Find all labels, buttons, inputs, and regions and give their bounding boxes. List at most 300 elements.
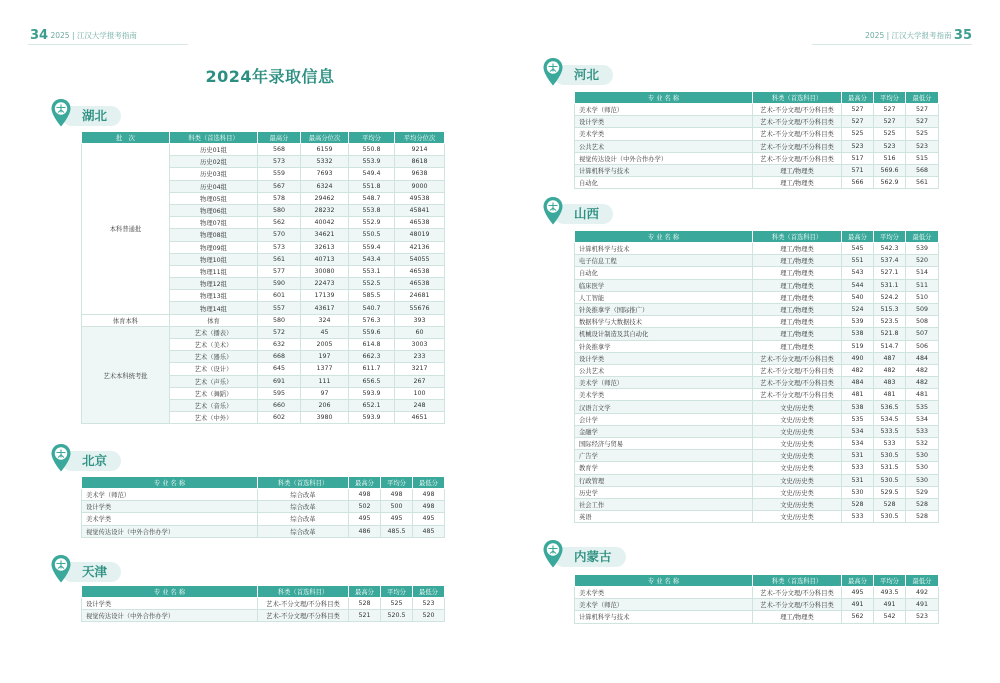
category-cell: 艺术-不分文理/不分科目类 [753,140,842,152]
major-cell: 教育学 [575,462,753,474]
score-cell: 530.5 [874,450,906,462]
category-cell: 理工/物理类 [753,243,842,255]
score-cell: 493.5 [874,587,906,599]
score-cell: 111 [301,375,349,387]
table-header-row [575,575,939,587]
category-cell: 理工/物理类 [753,164,842,176]
score-cell: 40042 [301,217,349,229]
score-cell: 543 [842,267,874,279]
score-cell: 485 [413,525,445,537]
category-cell: 理工/物理类 [753,267,842,279]
score-cell: 248 [395,399,445,411]
left-header-text: 2025 | 江汉大学报考指南 [50,31,137,40]
table-row [575,128,939,140]
column-header: 最低分 [413,477,445,489]
score-cell: 553.1 [349,265,395,277]
province-label-neimenggu: 内蒙古 [554,547,626,567]
category-cell: 艺术（美术） [170,339,258,351]
column-header: 最高分 [842,575,874,587]
score-cell: 573 [258,241,301,253]
column-header: 科类（首选科目） [753,575,842,587]
score-cell: 580 [258,314,301,326]
score-cell: 491 [842,599,874,611]
score-cell: 593.9 [349,387,395,399]
table-row [575,587,939,599]
category-cell: 艺术-不分文理/不分科目类 [258,598,349,610]
score-cell: 540.7 [349,302,395,314]
score-cell: 553.9 [349,156,395,168]
table-row [575,462,939,474]
major-cell: 英语 [575,511,753,523]
score-cell: 559.6 [349,326,395,338]
left-header-rule [28,44,188,45]
score-cell: 233 [395,351,445,363]
table-row [575,340,939,352]
category-cell: 文史/历史类 [753,401,842,413]
major-cell: 公共艺术 [575,364,753,376]
score-cell: 528 [842,498,874,510]
category-cell: 体育 [170,314,258,326]
score-cell: 29462 [301,192,349,204]
score-cell: 561 [258,253,301,265]
score-cell: 267 [395,375,445,387]
score-cell: 527 [842,104,874,116]
score-cell: 498 [381,489,413,501]
column-header: 科类（首选科目） [753,92,842,104]
table-header-row [82,586,445,598]
score-cell: 484 [842,377,874,389]
table-row [82,513,445,525]
score-cell: 6159 [301,144,349,156]
score-cell: 535 [906,401,939,413]
major-cell: 设计学类 [575,352,753,364]
table-row [82,501,445,513]
column-header: 专 业 名 称 [82,477,258,489]
score-cell: 22473 [301,278,349,290]
category-cell: 物理10组 [170,253,258,265]
score-cell: 43617 [301,302,349,314]
category-cell: 历史04组 [170,180,258,192]
score-cell: 324 [301,314,349,326]
score-cell: 573 [258,156,301,168]
category-cell: 物理07组 [170,217,258,229]
score-cell: 100 [395,387,445,399]
major-cell: 视觉传达设计（中外合作办学） [82,610,258,622]
score-cell: 9214 [395,144,445,156]
shanxi-table [574,230,939,523]
score-cell: 611.7 [349,363,395,375]
score-cell: 515 [906,152,939,164]
score-cell: 530.5 [874,511,906,523]
score-cell: 614.8 [349,339,395,351]
score-cell: 551 [842,255,874,267]
column-header: 最低分 [906,92,939,104]
major-cell: 会计学 [575,413,753,425]
score-cell: 485.5 [381,525,413,537]
category-cell: 艺术-不分文理/不分科目类 [753,152,842,164]
page-title: 2024年录取信息 [205,67,335,86]
column-header: 最高分 [349,477,381,489]
major-cell: 美术学（师范） [82,489,258,501]
table-row [82,610,445,622]
category-cell: 文史/历史类 [753,425,842,437]
score-cell: 528 [906,498,939,510]
category-cell: 综合改革 [258,525,349,537]
score-cell: 502 [349,501,381,513]
category-cell: 物理09组 [170,241,258,253]
major-cell: 计算机科学与技术 [575,164,753,176]
score-cell: 507 [906,328,939,340]
score-cell: 17139 [301,290,349,302]
score-cell: 498 [413,501,445,513]
map-pin-icon [542,57,564,87]
score-cell: 527 [874,116,906,128]
score-cell: 3003 [395,339,445,351]
score-cell: 6324 [301,180,349,192]
table-row [575,177,939,189]
score-cell: 524 [842,303,874,315]
category-cell: 文史/历史类 [753,462,842,474]
score-cell: 559 [258,168,301,180]
major-cell: 汉语言文学 [575,401,753,413]
score-cell: 517 [842,152,874,164]
score-cell: 482 [874,364,906,376]
score-cell: 24681 [395,290,445,302]
batch-cell: 体育本科 [82,314,170,326]
major-cell: 国际经济与贸易 [575,438,753,450]
score-cell: 549.4 [349,168,395,180]
category-cell: 理工/物理类 [753,611,842,623]
score-cell: 500 [381,501,413,513]
column-header: 最高分 [842,231,874,243]
score-cell: 590 [258,278,301,290]
right-header-rule [812,44,972,45]
column-header: 平均分 [874,92,906,104]
score-cell: 538 [842,401,874,413]
category-cell: 文史/历史类 [753,438,842,450]
map-pin-icon [50,98,72,128]
major-cell: 美术学类 [575,128,753,140]
score-cell: 520 [906,255,939,267]
score-cell: 519 [842,340,874,352]
score-cell: 46538 [395,278,445,290]
category-cell: 文史/历史类 [753,486,842,498]
table-header-row [82,132,445,144]
score-cell: 525 [906,128,939,140]
column-header: 平均分 [349,132,395,144]
left-page-number: 34 [30,28,49,43]
table-row [575,164,939,176]
score-cell: 562 [258,217,301,229]
score-cell: 531 [842,450,874,462]
category-cell: 艺术-不分文理/不分科目类 [753,116,842,128]
table-row [575,316,939,328]
score-cell: 652.1 [349,399,395,411]
score-cell: 566 [842,177,874,189]
score-cell: 206 [301,399,349,411]
table-row [575,104,939,116]
score-cell: 540 [842,291,874,303]
score-cell: 691 [258,375,301,387]
major-cell: 历史学 [575,486,753,498]
category-cell: 理工/物理类 [753,328,842,340]
right-header-text: 2025 | 江汉大学报考指南 [865,31,952,40]
score-cell: 483 [874,377,906,389]
score-cell: 495 [413,513,445,525]
score-cell: 533.5 [874,425,906,437]
score-cell: 482 [906,364,939,376]
table-row [575,303,939,315]
major-cell: 行政管理 [575,474,753,486]
score-cell: 525 [842,128,874,140]
score-cell: 527 [906,104,939,116]
score-cell: 492 [906,587,939,599]
category-cell: 艺术（设计） [170,363,258,375]
column-header: 最高分 [258,132,301,144]
column-header: 平均分 [381,477,413,489]
column-header: 科类（首选科目） [170,132,258,144]
province-label-tianjin: 天津 [62,562,121,582]
score-cell: 498 [349,489,381,501]
tianjin-table [81,585,445,622]
score-cell: 570 [258,229,301,241]
category-cell: 物理08组 [170,229,258,241]
table-row [575,389,939,401]
score-cell: 656.5 [349,375,395,387]
column-header: 批 次 [82,132,170,144]
major-cell: 设计学类 [82,501,258,513]
score-cell: 30080 [301,265,349,277]
score-cell: 525 [874,128,906,140]
table-row [82,598,445,610]
score-cell: 3217 [395,363,445,375]
major-cell: 自动化 [575,177,753,189]
score-cell: 534 [842,438,874,450]
category-cell: 艺术-不分文理/不分科目类 [753,587,842,599]
score-cell: 539 [842,316,874,328]
category-cell: 艺术-不分文理/不分科目类 [753,364,842,376]
score-cell: 514 [906,267,939,279]
table-row [575,474,939,486]
score-cell: 54055 [395,253,445,265]
major-cell: 美术学类 [575,389,753,401]
category-cell: 艺术-不分文理/不分科目类 [753,352,842,364]
score-cell: 569.6 [874,164,906,176]
table-header-row [82,477,445,489]
score-cell: 525 [381,598,413,610]
neimenggu-table [574,574,939,624]
major-cell: 临床医学 [575,279,753,291]
hubei-table [81,131,445,424]
score-cell: 1377 [301,363,349,375]
score-cell: 8618 [395,156,445,168]
score-cell: 45 [301,326,349,338]
score-cell: 510 [906,291,939,303]
map-pin-icon [50,554,72,584]
score-cell: 521.8 [874,328,906,340]
column-header: 最高分位次 [301,132,349,144]
column-header: 最低分 [413,586,445,598]
category-cell: 物理13组 [170,290,258,302]
score-cell: 576.3 [349,314,395,326]
score-cell: 495 [842,587,874,599]
table-row [575,486,939,498]
category-cell: 综合改革 [258,513,349,525]
table-row [575,279,939,291]
table-row [82,144,445,156]
score-cell: 553.8 [349,204,395,216]
score-cell: 530.5 [874,474,906,486]
category-cell: 物理06组 [170,204,258,216]
batch-cell: 艺术本科统考批 [82,326,170,424]
major-cell: 公共艺术 [575,140,753,152]
score-cell: 543.4 [349,253,395,265]
score-cell: 534.5 [874,413,906,425]
score-cell: 544 [842,279,874,291]
score-cell: 551.8 [349,180,395,192]
column-header: 专 业 名 称 [575,575,753,587]
category-cell: 理工/物理类 [753,279,842,291]
major-cell: 广告学 [575,450,753,462]
score-cell: 40713 [301,253,349,265]
category-cell: 艺术（播表） [170,326,258,338]
major-cell: 美术学（师范） [575,377,753,389]
map-pin-icon [50,443,72,473]
score-cell: 523 [906,611,939,623]
table-row [575,352,939,364]
category-cell: 艺术-不分文理/不分科目类 [753,599,842,611]
major-cell: 美术学类 [575,587,753,599]
table-row [575,116,939,128]
score-cell: 527 [906,116,939,128]
major-cell: 机械设计制造及其自动化 [575,328,753,340]
column-header: 最低分 [906,231,939,243]
category-cell: 艺术-不分文理/不分科目类 [258,610,349,622]
column-header: 科类（首选科目） [753,231,842,243]
beijing-table [81,476,445,538]
category-cell: 艺术（器乐） [170,351,258,363]
score-cell: 562.9 [874,177,906,189]
table-row [575,450,939,462]
category-cell: 理工/物理类 [753,291,842,303]
score-cell: 481 [842,389,874,401]
category-cell: 艺术（中外） [170,412,258,424]
score-cell: 535 [842,413,874,425]
score-cell: 60 [395,326,445,338]
category-cell: 物理11组 [170,265,258,277]
score-cell: 481 [906,389,939,401]
table-row [82,525,445,537]
major-cell: 自动化 [575,267,753,279]
score-cell: 568 [258,144,301,156]
score-cell: 516 [874,152,906,164]
column-header: 最高分 [349,586,381,598]
score-cell: 530 [906,474,939,486]
table-row [575,291,939,303]
major-cell: 金融学 [575,425,753,437]
major-cell: 数据科学与大数据技术 [575,316,753,328]
table-row [82,314,445,326]
major-cell: 计算机科学与技术 [575,611,753,623]
score-cell: 9000 [395,180,445,192]
column-header: 科类（首选科目） [258,586,349,598]
score-cell: 557 [258,302,301,314]
score-cell: 487 [874,352,906,364]
score-cell: 511 [906,279,939,291]
column-header: 专 业 名 称 [82,586,258,598]
table-row [575,498,939,510]
score-cell: 550.5 [349,229,395,241]
score-cell: 28232 [301,204,349,216]
score-cell: 602 [258,412,301,424]
score-cell: 523.5 [874,316,906,328]
table-row [575,413,939,425]
score-cell: 533 [906,425,939,437]
category-cell: 艺术（舞蹈） [170,387,258,399]
score-cell: 514.7 [874,340,906,352]
score-cell: 527 [874,104,906,116]
column-header: 平均分 [874,575,906,587]
score-cell: 527.1 [874,267,906,279]
major-cell: 美术学（师范） [575,599,753,611]
category-cell: 理工/物理类 [753,340,842,352]
score-cell: 46538 [395,265,445,277]
column-header: 平均分 [381,586,413,598]
map-pin-icon [542,196,564,226]
table-row [575,377,939,389]
category-cell: 理工/物理类 [753,177,842,189]
score-cell: 484 [906,352,939,364]
score-cell: 550.8 [349,144,395,156]
category-cell: 艺术-不分文理/不分科目类 [753,389,842,401]
table-header-row [575,231,939,243]
score-cell: 539 [906,243,939,255]
score-cell: 533 [874,438,906,450]
table-row [575,425,939,437]
table-row [575,328,939,340]
score-cell: 528 [906,511,939,523]
score-cell: 562 [842,611,874,623]
major-cell: 计算机科学与技术 [575,243,753,255]
score-cell: 548.7 [349,192,395,204]
table-row [575,152,939,164]
score-cell: 520.5 [381,610,413,622]
column-header: 专 业 名 称 [575,231,753,243]
score-cell: 552.9 [349,217,395,229]
score-cell: 2005 [301,339,349,351]
score-cell: 486 [349,525,381,537]
table-row [82,326,445,338]
major-cell: 美术学（师范） [575,104,753,116]
score-cell: 530 [906,450,939,462]
major-cell: 针灸推拿学 [575,340,753,352]
province-label-shanxi: 山西 [554,204,613,224]
score-cell: 4651 [395,412,445,424]
score-cell: 645 [258,363,301,375]
table-row [575,364,939,376]
score-cell: 481 [874,389,906,401]
score-cell: 534 [842,425,874,437]
column-header: 科类（首选科目） [258,477,349,489]
score-cell: 509 [906,303,939,315]
major-cell: 社会工作 [575,498,753,510]
major-cell: 设计学类 [575,116,753,128]
score-cell: 97 [301,387,349,399]
category-cell: 综合改革 [258,501,349,513]
category-cell: 物理05组 [170,192,258,204]
score-cell: 530 [906,462,939,474]
score-cell: 533 [842,511,874,523]
